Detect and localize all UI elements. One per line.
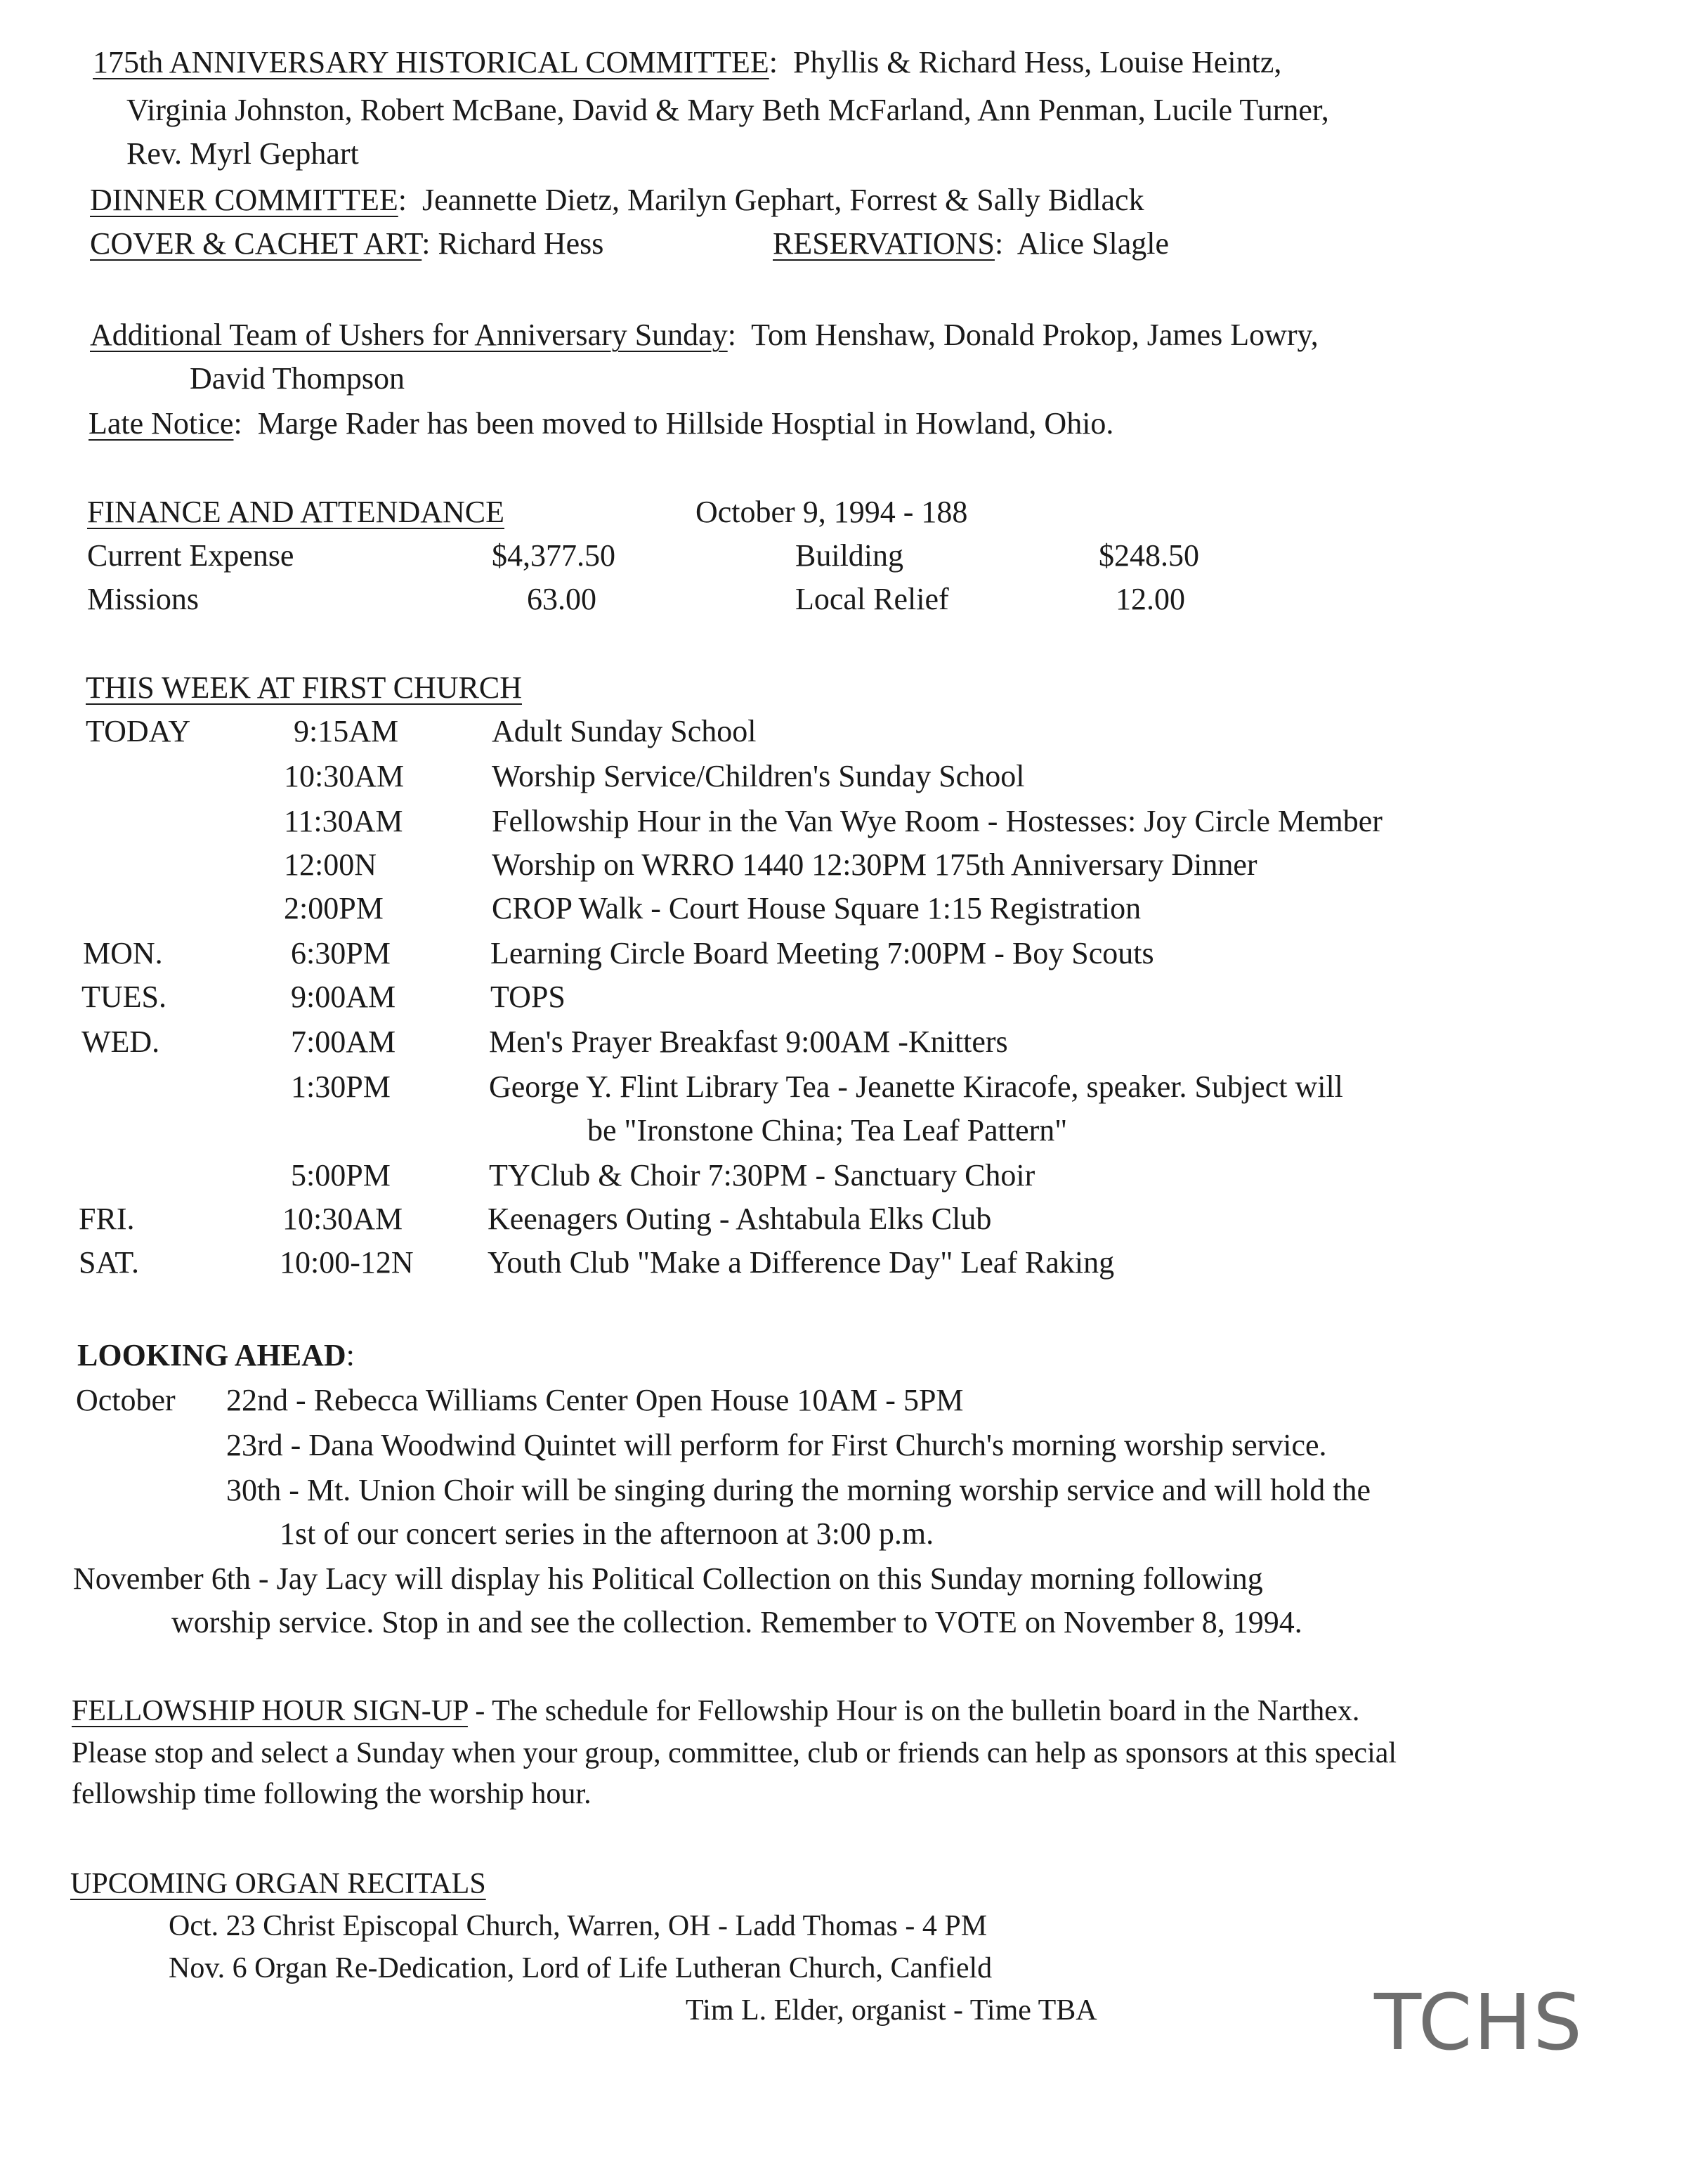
week-time: 5:00PM: [291, 1158, 391, 1192]
cover-art-label: COVER & CACHET ART: [90, 226, 422, 261]
historical-committee-label: 175th ANNIVERSARY HISTORICAL COMMITTEE: [93, 45, 769, 79]
organ-recital-2: Nov. 6 Organ Re-Dedication, Lord of Life Lutheran Church, Canfield: [169, 1952, 993, 1984]
week-event: Worship Service/Children's Sunday School: [492, 759, 1025, 793]
week-day: MON.: [83, 936, 163, 970]
cover-art-names: Richard Hess: [438, 226, 604, 261]
fellowship-text-2: Please stop and select a Sunday when your group, committee, club or friends can help as sponsors at this special: [72, 1737, 1397, 1769]
missions-label: Missions: [87, 582, 199, 616]
week-event: TOPS: [490, 980, 566, 1014]
week-time: 10:30AM: [282, 1202, 403, 1236]
late-notice-label: Late Notice: [89, 406, 234, 441]
local-relief-label: Local Relief: [795, 582, 949, 616]
week-time: 10:00-12N: [280, 1245, 414, 1280]
week-event: Youth Club "Make a Difference Day" Leaf Raking: [488, 1245, 1115, 1280]
week-event: Worship on WRRO 1440 12:30PM 175th Anniversary Dinner: [492, 847, 1257, 882]
ushers-line: Additional Team of Ushers for Anniversary Sunday: Tom Henshaw, Donald Prokop, James Lowry,: [90, 318, 1319, 352]
current-expense-value: $4,377.50: [492, 538, 615, 573]
local-relief-value: 12.00: [1116, 582, 1185, 616]
looking-ahead-heading-line: LOOKING AHEAD:: [77, 1338, 355, 1372]
week-day: SAT.: [79, 1245, 139, 1280]
week-day: TODAY: [86, 714, 191, 748]
reservations-names: Alice Slagle: [1017, 226, 1170, 261]
dinner-committee-names: Jeannette Dietz, Marilyn Gephart, Forrest & Sally Bidlack: [422, 183, 1144, 217]
organ-recitals-heading: UPCOMING ORGAN RECITALS: [70, 1868, 486, 1900]
october-label: October: [76, 1383, 176, 1417]
cover-art-line: COVER & CACHET ART: Richard Hess: [90, 226, 604, 261]
missions-value: 63.00: [527, 582, 596, 616]
week-day: FRI.: [79, 1202, 135, 1236]
historical-committee-names-3: Rev. Myrl Gephart: [126, 136, 359, 171]
week-time: 11:30AM: [284, 804, 403, 838]
ushers-names-1: Tom Henshaw, Donald Prokop, James Lowry,: [751, 318, 1319, 352]
week-event: Fellowship Hour in the Van Wye Room - Hostesses: Joy Circle Member: [492, 804, 1383, 838]
week-event: TYClub & Choir 7:30PM - Sanctuary Choir: [489, 1158, 1035, 1192]
fellowship-line-1: [72, 1689, 1359, 1733]
finance-heading: FINANCE AND ATTENDANCE: [87, 495, 504, 529]
dinner-committee-line: DINNER COMMITTEE: Jeannette Dietz, Marilyn Gephart, Forrest & Sally Bidlack: [90, 183, 1144, 217]
fellowship-heading: FELLOWSHIP HOUR SIGN-UP: [72, 1695, 468, 1727]
week-time: 9:00AM: [291, 980, 396, 1014]
historical-committee-names-1: Phyllis & Richard Hess, Louise Heintz,: [792, 45, 1282, 79]
ahead-oct22: 22nd - Rebecca Williams Center Open House 10AM - 5PM: [226, 1383, 964, 1417]
week-day: WED.: [81, 1025, 160, 1059]
fellowship-text-3: fellowship time following the worship hour.: [72, 1778, 592, 1810]
ahead-nov6-continuation: worship service. Stop in and see the collection. Remember to VOTE on November 8, 1994.: [171, 1605, 1302, 1639]
reservations-line: RESERVATIONS: Alice Slagle: [773, 226, 1170, 261]
historical-committee-line: 175th ANNIVERSARY HISTORICAL COMMITTEE: Phyllis & Richard Hess, Louise Heintz,: [93, 45, 1282, 79]
week-event-continuation: be "Ironstone China; Tea Leaf Pattern": [587, 1113, 1068, 1148]
historical-committee-names-2: Virginia Johnston, Robert McBane, David & Mary Beth McFarland, Ann Penman, Lucile Turner,: [126, 93, 1329, 127]
week-event: Men's Prayer Breakfast 9:00AM -Knitters: [489, 1025, 1008, 1059]
week-event: Keenagers Outing - Ashtabula Elks Club: [488, 1202, 992, 1236]
ahead-oct23: 23rd - Dana Woodwind Quintet will perform for First Church's morning worship service.: [226, 1428, 1327, 1462]
week-time: 2:00PM: [284, 891, 384, 925]
late-notice-text: Marge Rader has been moved to Hillside Hosptial in Howland, Ohio.: [257, 406, 1114, 441]
tchs-watermark: TCHS: [1374, 1977, 1584, 2067]
looking-ahead-heading: LOOKING AHEAD: [77, 1338, 346, 1372]
week-time: 7:00AM: [291, 1025, 396, 1059]
week-event: George Y. Flint Library Tea - Jeanette Kiracofe, speaker. Subject will: [489, 1070, 1343, 1104]
week-time: 10:30AM: [284, 759, 405, 793]
week-event: Adult Sunday School: [492, 714, 757, 748]
current-expense-label: Current Expense: [87, 538, 294, 573]
week-event: Learning Circle Board Meeting 7:00PM - Boy Scouts: [490, 936, 1154, 970]
building-value: $248.50: [1099, 538, 1199, 573]
week-day: TUES.: [81, 980, 166, 1014]
finance-date-attendance: October 9, 1994 - 188: [695, 495, 968, 529]
ahead-nov6: November 6th - Jay Lacy will display his Political Collection on this Sunday morning following: [73, 1561, 1263, 1596]
organ-recital-2-organist: Tim L. Elder, organist - Time TBA: [686, 1994, 1097, 2027]
late-notice-line: Late Notice: Marge Rader has been moved to Hillside Hosptial in Howland, Ohio.: [89, 406, 1114, 441]
week-time: 9:15AM: [294, 714, 399, 748]
fellowship-text-1: - The schedule for Fellowship Hour is on the bulletin board in the Narthex.: [467, 1695, 1360, 1727]
week-time: 6:30PM: [291, 936, 391, 970]
week-event: CROP Walk - Court House Square 1:15 Registration: [492, 891, 1142, 925]
week-time: 1:30PM: [291, 1070, 391, 1104]
ushers-names-2: David Thompson: [190, 361, 405, 396]
week-time: 12:00N: [284, 847, 377, 882]
dinner-committee-label: DINNER COMMITTEE: [90, 183, 398, 217]
ahead-oct30-continuation: 1st of our concert series in the afternoon at 3:00 p.m.: [280, 1516, 934, 1551]
building-label: Building: [795, 538, 904, 573]
ushers-label: Additional Team of Ushers for Anniversary Sunday: [90, 318, 728, 352]
this-week-heading: THIS WEEK AT FIRST CHURCH: [86, 670, 522, 705]
reservations-label: RESERVATIONS: [773, 226, 995, 261]
ahead-oct30: 30th - Mt. Union Choir will be singing during the morning worship service and will hold the: [226, 1473, 1371, 1507]
organ-recital-1: Oct. 23 Christ Episcopal Church, Warren, OH - Ladd Thomas - 4 PM: [169, 1910, 988, 1942]
